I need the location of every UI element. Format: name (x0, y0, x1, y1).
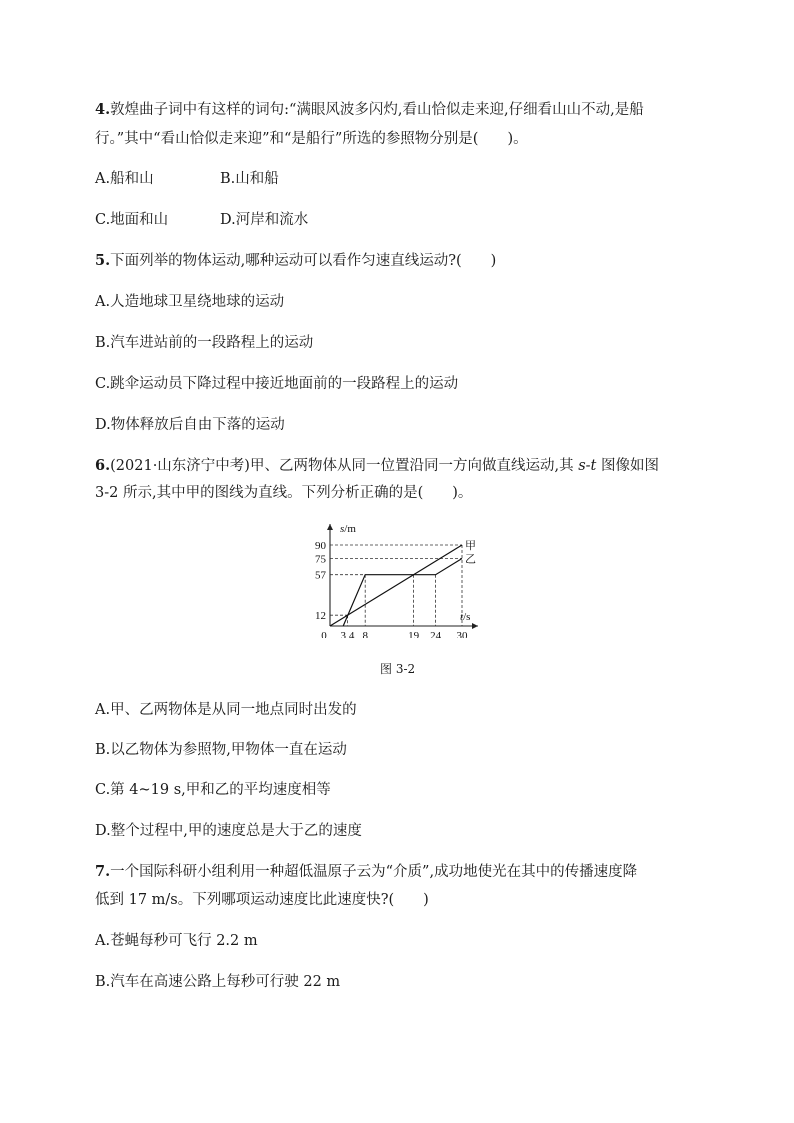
q4-option-c: C.地面和山 (95, 212, 169, 228)
q5-number: 5. (95, 252, 111, 269)
figure-caption: 图 3-2 (380, 662, 416, 676)
q5-option-d: D.物体释放后自由下落的运动 (95, 417, 285, 433)
q5-option-a: A.人造地球卫星绕地球的运动 (95, 294, 285, 310)
q4-option-d: D.河岸和流水 (220, 212, 309, 228)
q5-option-b: B.汽车进站前的一段路程上的运动 (95, 335, 314, 351)
q7-stem-line1: 一个国际科研小组利用一种超低温原子云为“介质”,成功地使光在其中的传播速度降 (110, 864, 638, 880)
q6-number: 6. (95, 457, 111, 474)
x-tick-label: 19 (408, 630, 420, 638)
x-tick-label: 3 (340, 630, 346, 638)
series-line-jia (330, 545, 462, 626)
x-axis-arrow (472, 623, 478, 629)
q7-stem-line2: 低到 17 m/s。下列哪项运动速度比此速度快?( ) (95, 892, 429, 908)
series-label: 甲 (465, 540, 476, 552)
y-tick-label: 12 (315, 610, 326, 623)
y-axis-arrow (327, 524, 333, 530)
q6-option-b: B.以乙物体为参照物,甲物体一直在运动 (95, 742, 347, 758)
q5-stem-text: 下面列举的物体运动,哪种运动可以看作匀速直线运动?( ) (110, 253, 497, 269)
q5-stem (95, 251, 496, 271)
st-graph (310, 518, 490, 638)
q7-number: 7. (95, 863, 111, 880)
q6-stem-line2: 3-2 所示,其中甲的图线为直线。下列分析正确的是( )。 (95, 485, 473, 501)
y-axis-label: s/m (340, 523, 356, 535)
x-axis-label: t/s (460, 611, 471, 623)
q6-source: (2021·山东济宁中考) (110, 458, 250, 474)
series-line-yi (343, 559, 462, 627)
x-tick-label: 30 (456, 630, 468, 638)
q7-option-b: B.汽车在高速公路上每秒可行驶 22 m (95, 974, 341, 990)
q7-option-a: A.苍蝇每秒可飞行 2.2 m (95, 933, 258, 949)
q6-stem-line1b: 图像如图 (596, 458, 659, 474)
q5-option-c: C.跳伞运动员下降过程中接近地面前的一段路程上的运动 (95, 376, 459, 392)
q4-options-row2 (95, 210, 309, 230)
q6-option-a: A.甲、乙两物体是从同一地点同时出发的 (95, 702, 357, 718)
y-tick-label: 90 (315, 540, 326, 552)
q4-line1 (95, 100, 644, 120)
q6-option-c: C.第 4~19 s,甲和乙的平均速度相等 (95, 782, 331, 798)
q4-stem-line1: 敦煌曲子词中有这样的词句:“满眼风波多闪灼,看山恰似走来迎,仔细看山山不动,是船 (110, 102, 644, 118)
q4-number: 4. (95, 101, 111, 118)
q4-option-b: B.山和船 (220, 171, 279, 187)
x-tick-label: 4 (348, 630, 355, 638)
q4-stem-line2: 行。”其中“看山恰似走来迎”和“是船行”所选的参照物分别是( )。 (95, 131, 528, 147)
q6-stem-line1a: 甲、乙两物体从同一位置沿同一方向做直线运动,其 (249, 458, 579, 474)
q4-option-a: A.船和山 (95, 171, 154, 187)
x-tick-label: 0 (321, 630, 327, 638)
y-tick-label: 57 (315, 569, 326, 582)
q6-stem-variable: s-t (578, 458, 597, 474)
y-tick-label: 75 (315, 553, 326, 566)
q6-option-d: D.整个过程中,甲的速度总是大于乙的速度 (95, 823, 362, 839)
series-label: 乙 (465, 553, 476, 566)
x-tick-label: 8 (362, 630, 368, 638)
q4-options-row1 (95, 169, 279, 189)
x-tick-label: 24 (430, 630, 442, 638)
q6-line1 (95, 456, 659, 476)
st-graph-figure (310, 518, 490, 638)
q7-line1 (95, 862, 637, 882)
